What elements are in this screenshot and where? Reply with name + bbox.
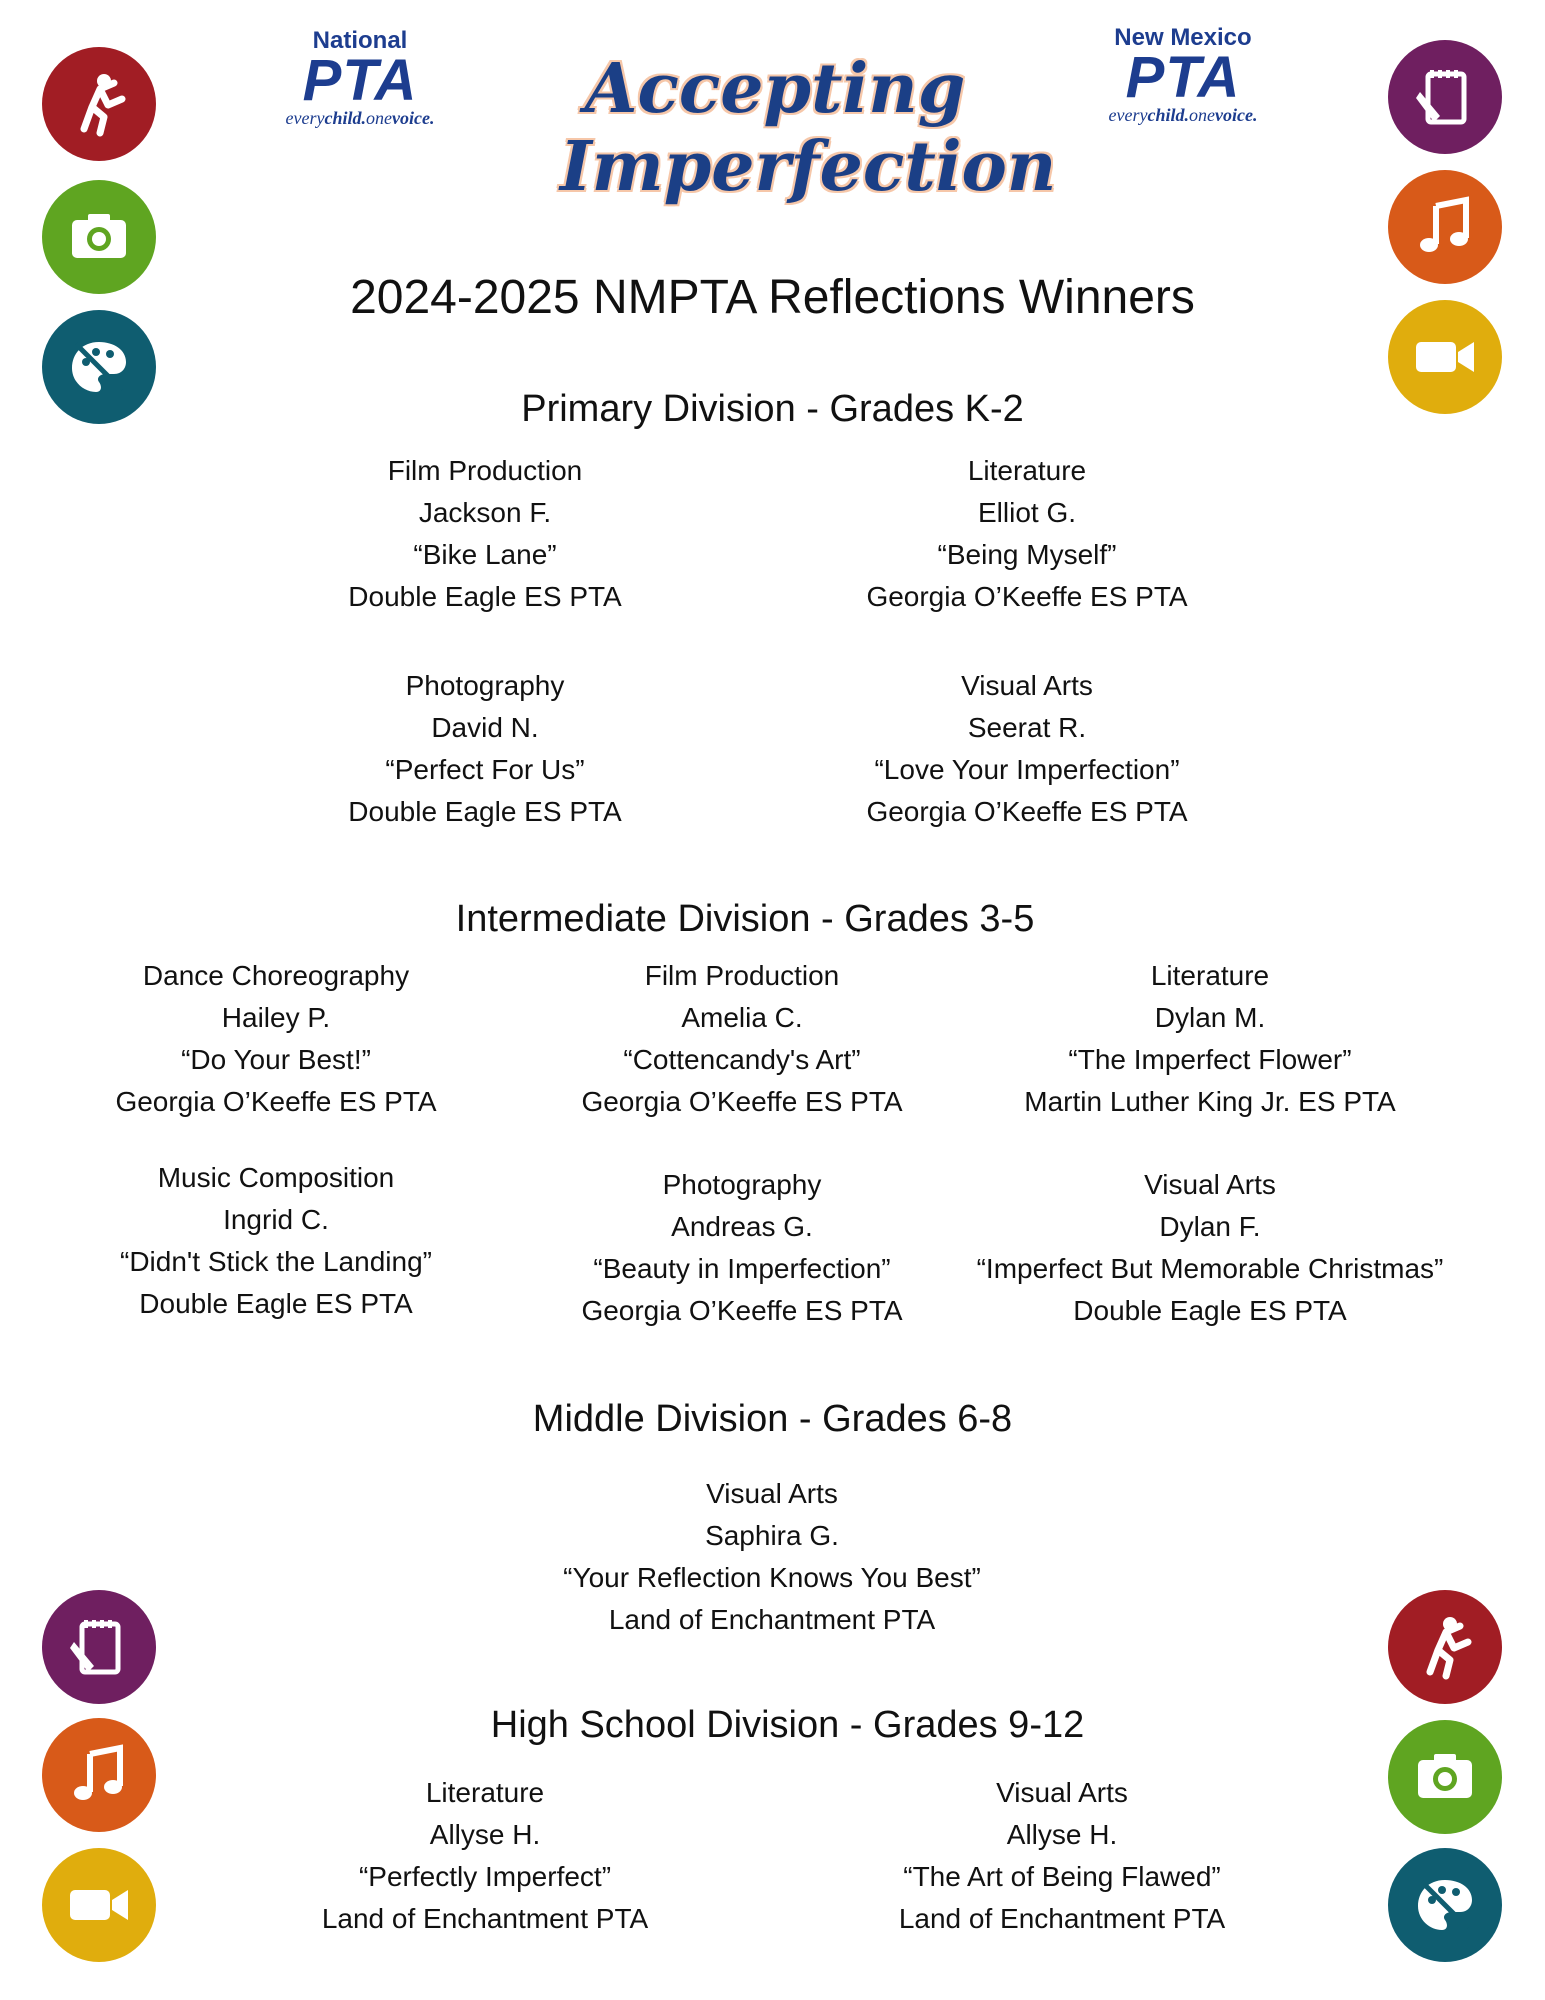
entry-category: Music Composition <box>157 1162 395 1193</box>
entry-category: Film Production <box>387 455 583 486</box>
entry-category: Visual Arts <box>961 670 1093 701</box>
entry-school: Land of Enchantment PTA <box>898 1903 1226 1934</box>
winner-entry <box>542 955 942 1123</box>
dance-icon <box>1388 1590 1502 1704</box>
entry-category: Film Production <box>644 960 840 991</box>
entry-title: “Perfectly Imperfect” <box>358 1861 612 1892</box>
intermediate-division-heading: Intermediate Division - Grades 3-5 <box>455 898 1035 940</box>
entry-name: Dylan F. <box>1159 1211 1261 1242</box>
entry-school: Georgia O’Keeffe ES PTA <box>866 581 1188 612</box>
theme-line-2: Imperfection <box>560 127 1057 207</box>
winner-entry <box>940 1164 1480 1332</box>
entry-category: Photography <box>405 670 565 701</box>
dance-icon <box>42 47 156 161</box>
entry-name: David N. <box>431 712 539 743</box>
entry-title: “Do Your Best!” <box>181 1044 371 1075</box>
winner-entry <box>827 665 1227 833</box>
page-title: 2024-2025 NMPTA Reflections Winners <box>350 271 1195 324</box>
entry-title: “Beauty in Imperfection” <box>593 1253 891 1284</box>
high-school-division-heading: High School Division - Grades 9-12 <box>490 1704 1085 1746</box>
writing-icon <box>42 1590 156 1704</box>
entry-name: Saphira G. <box>705 1520 839 1551</box>
theme-line-1: Accepting <box>584 49 966 129</box>
logo-top-text: New Mexico <box>1114 24 1252 51</box>
logo-top-text: National <box>312 27 408 54</box>
entry-title: “Cottencandy's Art” <box>623 1044 861 1075</box>
winner-entry <box>970 955 1450 1123</box>
entry-name: Dylan M. <box>1154 1002 1266 1033</box>
entry-school: Georgia O’Keeffe ES PTA <box>115 1086 437 1117</box>
entry-school: Double Eagle ES PTA <box>139 1288 413 1319</box>
entry-school: Double Eagle ES PTA <box>348 796 622 827</box>
new-mexico-pta-logo <box>1068 25 1298 125</box>
winner-entry <box>76 1157 476 1325</box>
entry-name: Elliot G. <box>977 497 1077 528</box>
music-icon <box>1388 170 1502 284</box>
entry-name: Seerat R. <box>967 712 1087 743</box>
entry-school: Double Eagle ES PTA <box>348 581 622 612</box>
theme-wordmark <box>560 49 1057 207</box>
entry-name: Andreas G. <box>671 1211 813 1242</box>
entry-school: Land of Enchantment PTA <box>321 1903 649 1934</box>
entry-title: “Your Reflection Knows You Best” <box>563 1562 981 1593</box>
winner-entry <box>522 1473 1022 1641</box>
logo-pta-text: PTA <box>302 48 418 113</box>
entry-title: “Didn't Stick the Landing” <box>120 1246 432 1277</box>
winner-entry <box>827 450 1227 618</box>
winner-entry <box>285 665 685 833</box>
video-icon <box>42 1848 156 1962</box>
entry-title: “Perfect For Us” <box>385 754 585 785</box>
entry-title: “The Art of Being Flawed” <box>903 1861 1221 1892</box>
entry-category: Literature <box>1150 960 1270 991</box>
entry-school: Double Eagle ES PTA <box>1073 1295 1347 1326</box>
logo-tagline: everychild.onevoice. <box>285 108 435 128</box>
entry-name: Hailey P. <box>221 1002 331 1033</box>
palette-icon <box>1388 1848 1502 1962</box>
national-pta-logo <box>250 28 470 128</box>
writing-icon <box>1388 40 1502 154</box>
entry-category: Visual Arts <box>706 1478 838 1509</box>
entry-name: Ingrid C. <box>223 1204 329 1235</box>
entry-category: Dance Choreography <box>142 960 410 991</box>
winner-entry <box>285 1772 685 1940</box>
entry-category: Visual Arts <box>1144 1169 1276 1200</box>
logo-tagline: everychild.onevoice. <box>1108 105 1258 125</box>
entry-category: Photography <box>662 1169 822 1200</box>
logo-pta-text: PTA <box>1125 45 1241 110</box>
entry-title: “The Imperfect Flower” <box>1068 1044 1352 1075</box>
entry-school: Georgia O’Keeffe ES PTA <box>866 796 1188 827</box>
entry-category: Literature <box>967 455 1087 486</box>
winner-entry <box>862 1772 1262 1940</box>
entry-category: Visual Arts <box>996 1777 1128 1808</box>
winner-entry <box>76 955 476 1123</box>
winner-entry <box>542 1164 942 1332</box>
entry-school: Land of Enchantment PTA <box>608 1604 936 1635</box>
entry-name: Allyse H. <box>429 1819 541 1850</box>
primary-division-heading: Primary Division - Grades K-2 <box>521 388 1024 430</box>
entry-title: “Bike Lane” <box>413 539 557 570</box>
winner-entry <box>285 450 685 618</box>
entry-school: Georgia O’Keeffe ES PTA <box>581 1086 903 1117</box>
entry-name: Allyse H. <box>1006 1819 1118 1850</box>
middle-division-heading: Middle Division - Grades 6-8 <box>532 1398 1013 1440</box>
entry-category: Literature <box>425 1777 545 1808</box>
entry-school: Georgia O’Keeffe ES PTA <box>581 1295 903 1326</box>
entry-name: Jackson F. <box>418 497 552 528</box>
entry-school: Martin Luther King Jr. ES PTA <box>1024 1086 1396 1117</box>
entry-name: Amelia C. <box>681 1002 803 1033</box>
entry-title: “Love Your Imperfection” <box>874 754 1180 785</box>
entry-title: “Being Myself” <box>937 539 1117 570</box>
entry-title: “Imperfect But Memorable Christmas” <box>976 1253 1444 1284</box>
